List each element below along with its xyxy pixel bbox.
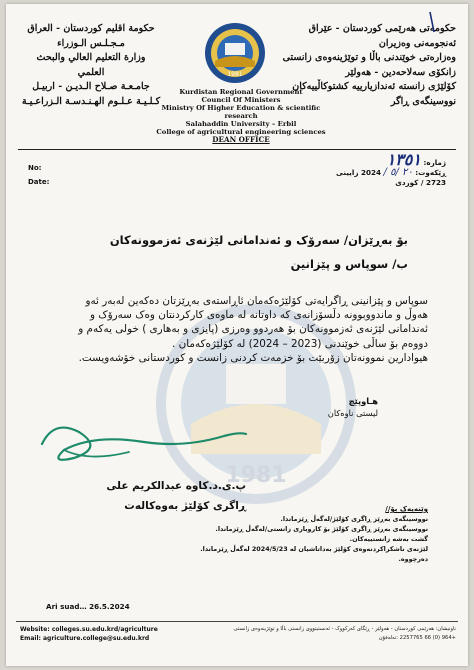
copies-item: نووسینگەی بەڕێز ڕاگری کۆلێژ بۆ کاروباری زانستی/لەگەڵ ڕێزماندا. [215, 525, 428, 533]
closing-text: هـاوپێچ [348, 396, 378, 406]
signer-name: پ.ی.د.کاوە عبدالکریم علی [106, 480, 246, 492]
signer-title: ڕاگری کۆلێژ بەوەکالەت [124, 500, 246, 512]
footer-email: Email: agriculture.college@su.edu.krd [20, 635, 150, 642]
english-header-line: College of agricultural engineering sciences [156, 128, 326, 136]
no-date-block [28, 161, 49, 189]
ref-date-handwritten: ٢٠ /٥ / [383, 167, 413, 178]
kurdish-header-line: حكومەتی هەرێمی کوردستان - عێراق [308, 23, 456, 34]
ref-date-label: ڕێکەوت: [415, 168, 446, 177]
ref-number-handwritten: ١٣٥١ [386, 150, 421, 169]
ref-number-label: ژماره: [423, 158, 446, 167]
footer-divider [16, 621, 458, 622]
english-header-line: Kurdistan Regional Government [179, 88, 303, 96]
body-line: دووەم بۆ ساڵی خوێندنی (2023 – 2024) لە کۆلێژەکەمان . [172, 337, 428, 350]
ref-date-row [306, 168, 446, 178]
copies-block [200, 504, 428, 564]
ref-year: 2024 زایینی [336, 168, 382, 177]
english-header [146, 88, 336, 144]
arabic-header-line: وزارة التعليم العالي والبحث [36, 52, 146, 63]
arabic-header [16, 22, 166, 109]
no-label: No: [28, 164, 42, 172]
reference-block [306, 150, 446, 188]
copies-title: وێنەیەک بۆ// [385, 505, 428, 513]
kurdish-header-line: کۆلێژی زانستە ئەندازیارییە کشتوکاڵییەکان [292, 81, 456, 92]
footer-phone: +964 (0) 66 2257765 :تەلەفۆن [378, 635, 456, 641]
footer-website: Website: colleges.su.edu.krd/agriculture [20, 626, 158, 633]
ref-number-row [306, 150, 446, 169]
arabic-header-line: كـلـيـة عـلـوم الهـنـدسـة الـزراعـيـة [21, 95, 161, 107]
copies-item: لێژنەی ناشکراکردنەوەی کۆلێژ بەداتاشیان لە 2024/5/23 لەگەڵ ڕێزماندا. [200, 545, 428, 553]
copies-item: نووسینگەی بەڕێز ڕاگری کۆلێژ/لەگەڵ ڕێزماندا. [280, 515, 428, 523]
copies-item: گشت بەشە زانستییەکان. [349, 535, 428, 543]
body-line: هیوادارین نموونەتان زۆربێت بۆ خزمەت کردنی زانست و کوردستانی خۆشەویست. [78, 351, 428, 364]
subject-line: ب/ سوپاس و پێزانین [290, 257, 408, 271]
svg-text:1981: 1981 [225, 463, 287, 488]
footer-contact [20, 625, 158, 643]
signature [34, 414, 254, 479]
kurdish-header-line: ئەنجومەنی وەزیران [378, 37, 456, 49]
body-line: ئەندامانی لێژنەی ئەزموونەکان بۆ هەردوو وەرزی (پایزی و بەهاری ) خولی یەکەم و [78, 323, 428, 336]
footer-address [186, 625, 456, 643]
kurdish-header-line: نووسینگەی ڕاگر [390, 95, 456, 107]
arabic-header-line: حكومة اقليم كوردستان - العراق [27, 23, 155, 34]
enclosure-text: لیستی ناوەکان [327, 408, 378, 418]
dean-office-label: DEAN OFFICE [212, 135, 270, 144]
english-header-line: Salahaddin University – Erbil [185, 120, 297, 128]
svg-text:1981: 1981 [227, 71, 243, 78]
ref-kurdish-year: 2723 / کوردی [395, 178, 446, 187]
handwritten-mark [424, 8, 454, 38]
arabic-header-line: العلمي [77, 66, 105, 78]
university-logo [203, 21, 267, 85]
signer-block [36, 476, 246, 516]
copies-item: دەرچووە. [398, 555, 428, 563]
footer [6, 621, 468, 666]
footer-address-line: ناونیشان: هەرێمی کوردستان - هەولێر - ڕێگای کەرکووک - ئەنستیتووی زانستی باڵا و توێژینەوەی زانستی [233, 626, 456, 632]
date-label: Date: [28, 178, 50, 186]
recipient-line: بۆ بەڕێزان/ سەرۆک و ئەندامانی لێژنەی ئەزموونەکان [109, 233, 408, 247]
english-header-line: Council Of Ministers [201, 96, 281, 104]
body-line: هەوڵ و ماندووبوونە دڵسۆزانەی کە داوتانە لە ماوەی کارکردنتان وەک سەرۆک و [89, 309, 428, 322]
typist-note: Ari suad… 26.5.2024 [46, 602, 130, 611]
kurdish-header-line: زانکۆی سەلاحەدین - هەولێر [345, 66, 456, 78]
letter-page [6, 4, 468, 666]
arabic-header-line: جامـعـة صـلاح الـديـن - اربيـل [32, 81, 150, 92]
kurdish-header-line: وەزارەتی خوێندنی باڵا و توێژینەوەی زانستی [282, 52, 456, 63]
body-line: سوپاس و پێزانینی ڕاگرایەتی کۆلێژەکەمان ئاڕاستەی بەڕێزتان دەکەین لەبەر ئەو [85, 295, 428, 307]
english-header-line: Ministry Of Higher Education & scientific research [161, 104, 321, 120]
arabic-header-line: مـجـلـس الـوزراء [57, 37, 125, 49]
subject-block [48, 228, 408, 276]
letter-body [28, 294, 428, 365]
